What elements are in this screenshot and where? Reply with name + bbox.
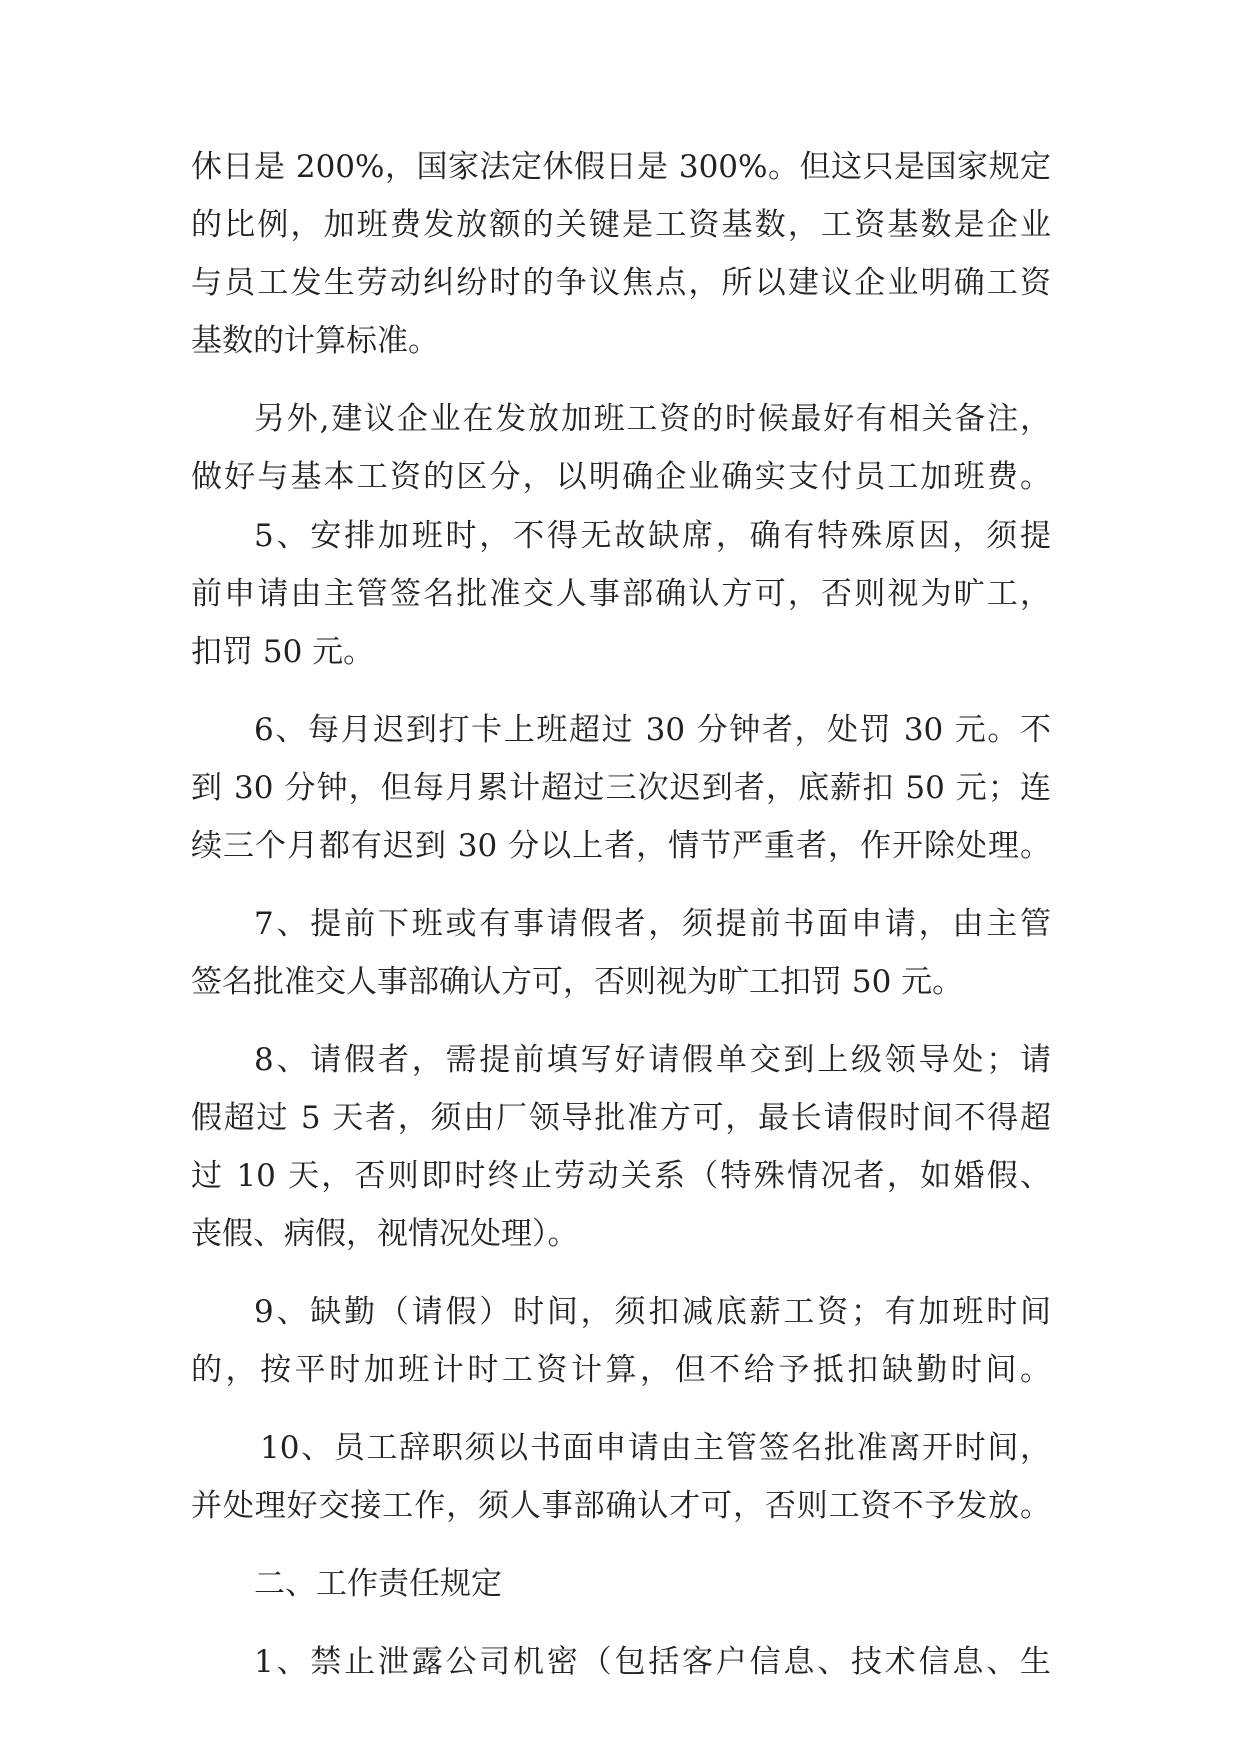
text-line: 前申请由主管签名批准交人事部确认方可，否则视为旷工，	[191, 576, 1051, 612]
rule-item-5: 5、安排加班时，不得无故缺席，确有特殊原因，须提	[254, 518, 1051, 554]
text-line: 签名批准交人事部确认方可，否则视为旷工扣罚 50 元。	[191, 964, 964, 1000]
text-line: 假超过 5 天者，须由厂领导批准方可，最长请假时间不得超	[191, 1100, 1051, 1136]
text-line: 过 10 天，否则即时终止劳动关系（特殊情况者，如婚假、	[191, 1158, 1051, 1194]
rule-item-10: 10、员工辞职须以书面申请由主管签名批准离开时间，	[260, 1430, 1051, 1466]
rule-item-8: 8、请假者，需提前填写好请假单交到上级领导处；请	[254, 1042, 1051, 1078]
text-line: 扣罚 50 元。	[191, 634, 375, 670]
rule-item-6: 6、每月迟到打卡上班超过 30 分钟者，处罚 30 元。不	[254, 712, 1051, 748]
text-line: 做好与基本工资的区分，以明确企业确实支付员工加班费。	[191, 459, 1051, 495]
text-line: 与员工发生劳动纠纷时的争议焦点，所以建议企业明确工资	[191, 265, 1051, 301]
text-line: 休日是 200%，国家法定休假日是 300%。但这只是国家规定	[191, 149, 1051, 185]
responsibility-item-1: 1、禁止泄露公司机密（包括客户信息、技术信息、生	[254, 1644, 1051, 1680]
rule-item-9: 9、缺勤（请假）时间，须扣减底薪工资；有加班时间	[254, 1294, 1051, 1330]
text-line: 的，按平时加班计时工资计算，但不给予抵扣缺勤时间。	[191, 1352, 1051, 1388]
rule-item-7: 7、提前下班或有事请假者，须提前书面申请，由主管	[254, 906, 1051, 942]
text-line: 的比例，加班费发放额的关键是工资基数，工资基数是企业	[191, 207, 1051, 243]
text-line: 并处理好交接工作，须人事部确认才可，否则工资不予发放。	[191, 1488, 1051, 1524]
paragraph-first-line: 另外,建议企业在发放加班工资的时候最好有相关备注，	[254, 401, 1051, 437]
text-line: 到 30 分钟，但每月累计超过三次迟到者，底薪扣 50 元；连	[191, 770, 1051, 806]
text-line: 丧假、病假，视情况处理）。	[191, 1216, 579, 1252]
text-line: 基数的计算标准。	[191, 323, 439, 359]
text-line: 续三个月都有迟到 30 分以上者，情节严重者，作开除处理。	[191, 828, 1051, 864]
section-heading: 二、工作责任规定	[254, 1566, 502, 1602]
